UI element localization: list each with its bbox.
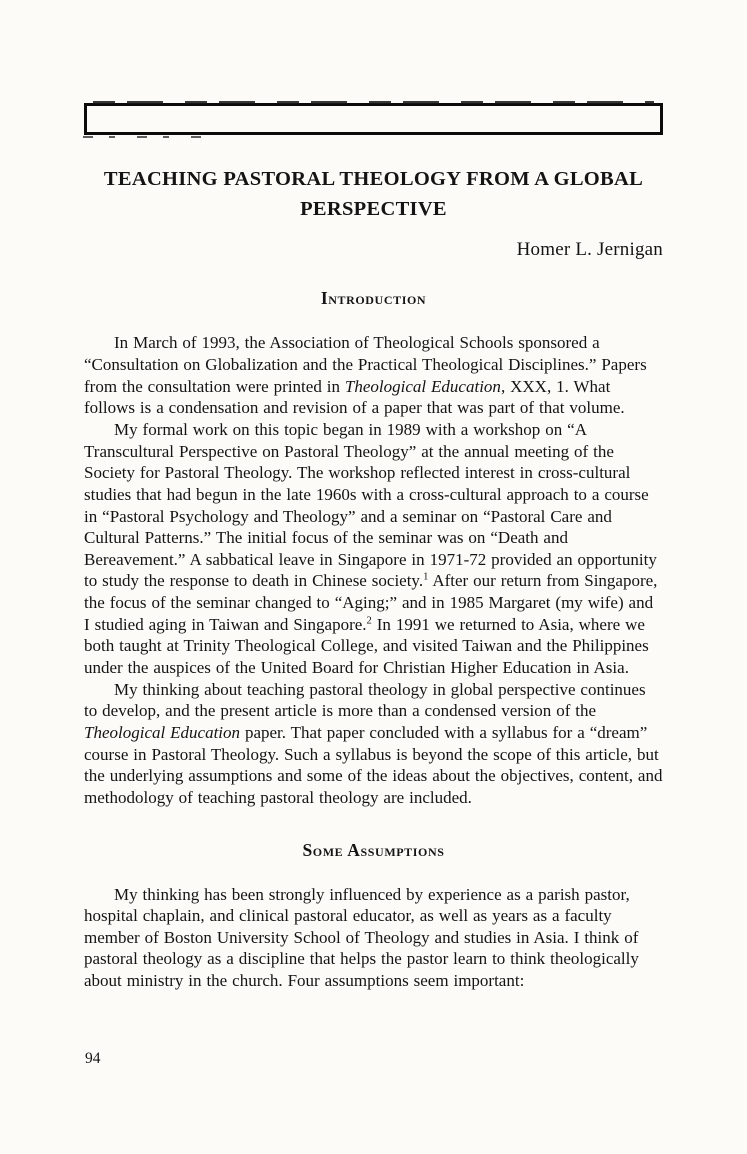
body-text: In March of 1993, the Association of Theological Schools sponsored a “Consultation on Globalization and the Practical Theological Disciplines.” Papers from the consultation were printed in [84, 333, 647, 396]
paragraph [84, 679, 663, 809]
body-text: paper. That paper concluded with a syllabus for a “dream” course in Pastoral Theology. Such a syllabus is beyond the scope of this article, but the underlying assumptions and some of the ideas about the objectives, content, and methodology of teaching pastoral theology are included. [84, 722, 663, 807]
body-text: My thinking about teaching pastoral theology in global perspective continues to develop, and the present article is more than a condensed version of the [84, 679, 646, 721]
section-heading-introduction: Introduction [320, 288, 427, 309]
body-text: My formal work on this topic began in 1989 with a workshop on “A Transcultural Perspective on Pastoral Theology” at the annual meeting of the Society for Pastoral Theology. The workshop reflected interest in cross-cultural studies that had begun in the late 1960s with a cross-cultural approach to a course in “Pastoral Psychology and Theology” and a seminar on “Pastoral Care and Cultural Patterns.” The initial focus of the seminar was on “Death and Bereavement.” A sabbatical leave in Singapore in 1971-72 provided an opportunity to study the response to death in Chinese society. [84, 420, 657, 591]
paragraph [84, 884, 663, 992]
body-text: , XXX, 1. What follows is a condensation and revision of a paper that was part of that volume. [84, 376, 625, 418]
body-text: In 1991 we returned to Asia, where we both taught at Trinity Theological College, and visited Taiwan and the Philippines under the auspices of the United Board for Christian Higher Education in Asia. [84, 614, 649, 678]
italic-text: Theological Education [344, 376, 501, 396]
section-body-some-assumptions [84, 884, 663, 992]
footnote-reference: 2 [366, 615, 372, 627]
body-text: My thinking has been strongly influenced by experience as a parish pastor, hospital chaplain, and clinical pastoral educator, as well as years as a faculty member of Boston University School of Theology and studies in Asia. I think of pastoral theology as a discipline that helps the pastor learn to think theologically about ministry in the church. Four assumptions seem important: [84, 884, 639, 991]
article-author: Homer L. Jernigan [516, 239, 663, 261]
scan-header-box [84, 103, 663, 135]
body-text: After our return from Singapore, the focus of the seminar changed to “Aging;” and in 1985 Margaret (my wife) and I studied aging in Taiwan and Singapore. [84, 571, 658, 634]
section-some-assumptions [84, 840, 663, 992]
paragraph [84, 419, 663, 679]
article-title: TEACHING PASTORAL THEOLOGY FROM A GLOBAL PERSPECTIVE [103, 168, 644, 220]
italic-text: Theological Education [84, 722, 241, 742]
scan-smudge [93, 101, 654, 104]
section-body-introduction [84, 332, 663, 808]
section-introduction [84, 288, 663, 808]
page-number: 94 [85, 1050, 101, 1067]
paragraph [84, 332, 663, 419]
scan-smudge [83, 136, 203, 138]
footnote-reference: 1 [423, 571, 429, 583]
section-heading-some-assumptions: Some Assumptions [302, 839, 445, 860]
